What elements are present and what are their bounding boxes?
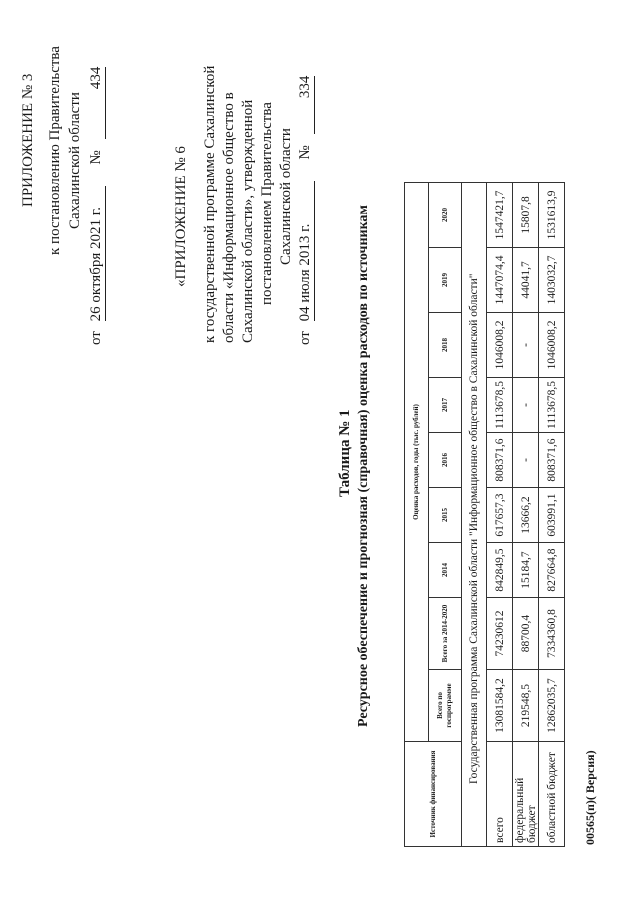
appendix-6-line5: Сахалинской области [278,128,294,265]
appendix-3-line1: к постановлению Правительства [47,46,63,255]
header-col: 2017 [429,377,462,432]
header-col: 2018 [429,312,462,377]
footer-code: 00565(п)( Версия) [583,750,597,845]
appendix-3-date: 26 октября 2021 г. [88,186,106,321]
funding-table [404,182,565,847]
header-estimate: Оценка расходов, годы (тыс. рублей) [405,182,429,741]
appendix-6-line4: постановлением Правительства [259,102,275,305]
header-col: Всего за 2014-2020 [429,598,462,670]
appendix-6-date: 04 июля 2013 г. [297,181,315,321]
appendix-3-number: 434 [88,67,106,139]
table-row: всего 13081584,2 74230612 842849,5 617657,3 808371,6 1113678,5 1046008,2 1447074,4 1547421,7 [487,182,513,846]
appendix-3-date-line: от 26 октября 2021 г. № 434 [88,66,104,345]
appendix-6-line3: Сахалинской области», утвержденной [240,99,256,343]
header-col: 2019 [429,247,462,312]
header-col: 2020 [429,182,462,247]
program-row: Государственная программа Сахалинской области "Информационное общество в Сахалинской области" [462,182,487,846]
header-source: Источник финансирования [405,742,462,847]
appendix-3-title: ПРИЛОЖЕНИЕ № 3 [20,73,36,207]
appendix-6-date-line: от 04 июля 2013 г. № 334 [297,75,313,345]
header-col: 2015 [429,488,462,543]
table-heading: Ресурсное обеспечение и прогнозная (справочная) оценка расходов по источникам [356,205,371,727]
appendix-6-title: «ПРИЛОЖЕНИЕ № 6 [173,146,189,287]
header-col: 2016 [429,433,462,488]
appendix-6-number: 334 [297,76,315,134]
appendix-6-line1: к государственной программе Сахалинской [202,65,218,343]
appendix-6-line2: области «Информационное общество в [221,92,237,343]
appendix-3-line2: Сахалинской области [67,92,83,229]
header-col: 2014 [429,543,462,598]
table-row: областной бюджет 12862035,7 7334360,8 827664,8 603991,1 808371,6 1113678,5 1046008,2 1403032,7 1531613,9 [539,182,565,846]
table-row: федеральный бюджет 219548,5 88700,4 15184,7 13666,2 - - - 44041,7 15807,8 [513,182,539,846]
table-number: Таблица № 1 [337,409,353,497]
header-col: Всего по госпрограмме [429,670,462,742]
